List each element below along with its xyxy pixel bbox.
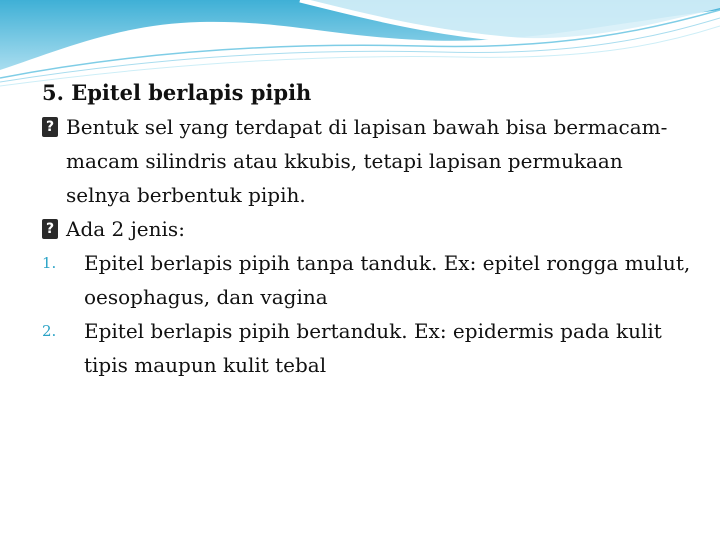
numbered-item [42, 314, 692, 382]
bullet-text: Bentuk sel yang terdapat di lapisan bawah bisa bermacam-macam silindris atau kkubis, tetapi lapisan permukaan selnya berbentuk pipih. [66, 115, 668, 207]
numbered-text: Epitel berlapis pipih tanpa tanduk. Ex: epitel rongga mulut, oesophagus, dan vagina [84, 251, 691, 309]
item-number: 2. [42, 322, 57, 340]
slide-content [42, 76, 692, 382]
bullet-text: Ada 2 jenis: [66, 217, 185, 241]
bullet-item [42, 212, 692, 246]
numbered-text: Epitel berlapis pipih bertanduk. Ex: epidermis pada kulit tipis maupun kulit tebal [84, 319, 662, 377]
numbered-item [42, 246, 692, 314]
item-number: 1. [42, 254, 57, 272]
bullet-icon [42, 212, 62, 246]
bullet-icon [42, 110, 62, 144]
bullet-item [42, 110, 692, 212]
slide-title: 5. Epitel berlapis pipih [42, 80, 312, 105]
